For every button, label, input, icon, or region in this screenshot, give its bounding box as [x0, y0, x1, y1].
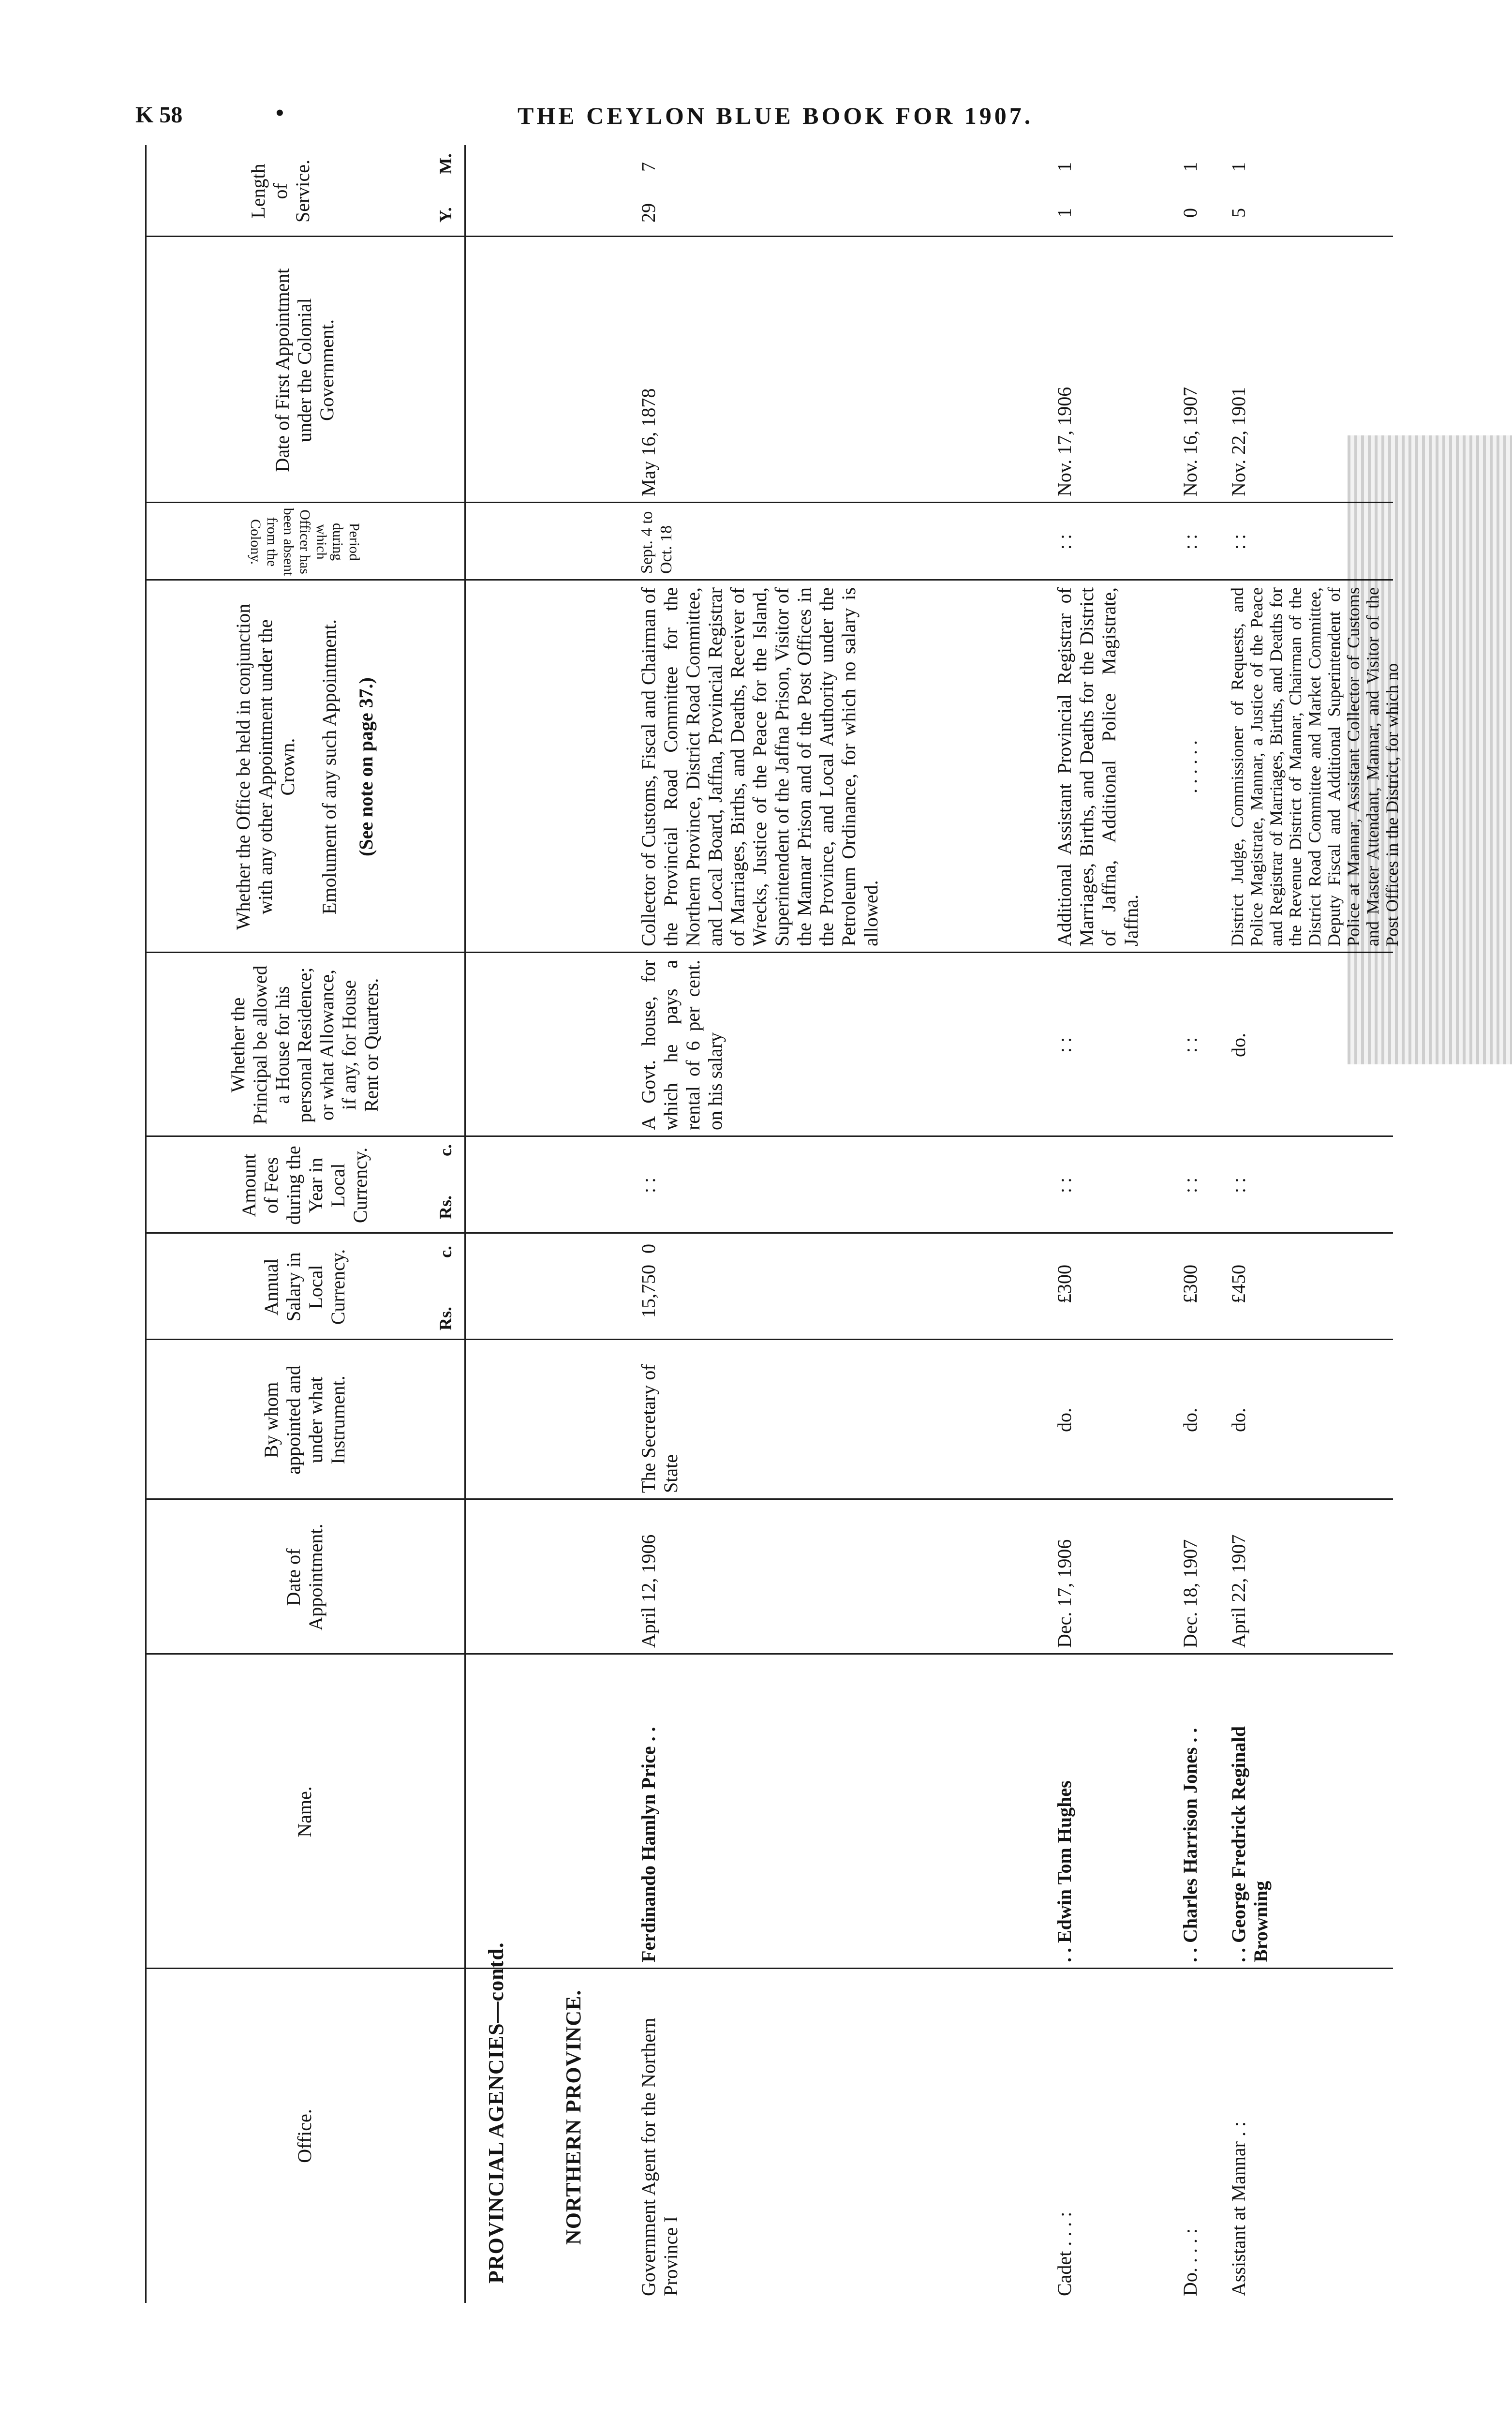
row-salary-cents: 0	[637, 1244, 659, 1254]
row-by-whom: The Secretary of State	[637, 1364, 682, 1493]
row-house: : :	[1179, 1037, 1201, 1053]
header-date-of-appointment: Date of Appointment.	[282, 1523, 326, 1631]
emolument-label: Emolument of any such Appointment.	[318, 619, 340, 914]
row-first-appointment: Nov. 22, 1901	[1228, 387, 1249, 496]
row-name: . . George Fredrick Reginald Browning	[1228, 1726, 1272, 1962]
row-months: 1	[1053, 162, 1075, 172]
row-date: Dec. 17, 1906	[1053, 1539, 1075, 1648]
row-conjunction: . . . . . .	[1179, 740, 1201, 793]
section-provincial-agencies: PROVINCIAL AGENCIES—contd.	[484, 1942, 508, 2284]
row-conjunction: District Judge, Commissioner of Requests, and Police Magistrate, Mannar, a Justice of the Peace and Registrar of Marriages, Births, and Deaths for the Revenue District of Mannar, Chairman of the District Road Committee and Market Committee, Deputy Fiscal and Additional Superintendent of Police at Mannar, Assistant Collector of Customs and Master Attendant, Mannar, and Visitor of the Post Offices in the District, for which no	[1228, 587, 1402, 946]
row-by-whom: do.	[1228, 1408, 1249, 1432]
row-office: Government Agent for the Northern Province I	[637, 2017, 682, 2296]
page-folio: K 58	[135, 102, 183, 128]
row-by-whom: do.	[1053, 1408, 1075, 1432]
row-name: . . Edwin Tom Hughes	[1053, 1780, 1075, 1962]
section-northern-province: NORTHERN PROVINCE.	[562, 1989, 585, 2245]
see-note-label: (See note on page 37.)	[355, 677, 377, 856]
running-title: THE CEYLON BLUE BOOK FOR 1907.	[518, 102, 1034, 129]
row-fees: : :	[637, 1177, 659, 1194]
row-salary: £300	[1053, 1265, 1075, 1303]
row-house: : :	[1053, 1037, 1075, 1053]
row-salary: 15,750	[637, 1265, 659, 1318]
header-conjunction	[145, 581, 464, 953]
row-years: 0	[1179, 208, 1201, 218]
row-years: 29	[637, 203, 659, 223]
row-years: 5	[1228, 208, 1249, 218]
row-fees: : :	[1228, 1177, 1249, 1194]
row-first-appointment: Nov. 17, 1906	[1053, 387, 1075, 496]
row-first-appointment: Nov. 16, 1907	[1179, 387, 1201, 496]
row-months: 1	[1228, 162, 1249, 172]
row-office: Do. . . . :	[1179, 2228, 1201, 2296]
row-name: . . Charles Harrison Jones . .	[1179, 1728, 1201, 1962]
appointments-table	[145, 145, 1402, 2303]
header-bottom-rule	[464, 145, 466, 2303]
row-first-appointment: May 16, 1878	[637, 388, 659, 496]
row-house: do.	[1228, 1033, 1249, 1057]
digitized-watermark	[919, 2414, 1499, 2419]
salary-rs-label: Rs.	[436, 1306, 455, 1330]
header-office: Office.	[294, 2109, 315, 2163]
row-absent: : :	[1228, 534, 1249, 550]
fees-c-label: c.	[436, 1144, 455, 1156]
fees-rs-label: Rs.	[436, 1195, 455, 1219]
header-length-of-service: Length of Service.	[247, 160, 313, 223]
row-office: Assistant at Mannar . :	[1228, 2121, 1249, 2296]
row-conjunction: Additional Assistant Provincial Registrar of Marriages, Births, and Deaths for the District of Jaffna, Additional Police Magistrate, Jaffna.	[1053, 587, 1142, 946]
table-row	[1175, 145, 1219, 2303]
header-first-appointment: Date of First Appointment under the Colonial Government.	[271, 268, 338, 472]
header-name: Name.	[294, 1786, 315, 1837]
row-absent: Sept. 4 to Oct. 18	[638, 511, 675, 574]
row-fees: : :	[1179, 1177, 1201, 1194]
row-months: 1	[1179, 162, 1201, 172]
row-salary: £450	[1228, 1265, 1249, 1303]
row-by-whom: do.	[1179, 1408, 1201, 1432]
row-date: April 12, 1906	[637, 1534, 659, 1648]
table-row	[634, 145, 972, 2303]
header-fees: Amount of Fees during the Year in Local Currency.	[238, 1146, 371, 1225]
header-absent: Period during which Officer has been absent from the Colony.	[248, 508, 362, 576]
scan-smudge	[1348, 435, 1512, 1064]
row-months: 7	[637, 162, 659, 172]
row-absent: : :	[1179, 534, 1201, 550]
table-row	[1050, 145, 1166, 2303]
service-m-label: M.	[436, 153, 455, 174]
row-date: April 22, 1907	[1228, 1534, 1249, 1648]
header-house: Whether the Principal be allowed a House for his personal Residence; or what Allowance, if any, for House Rent or Quarters.	[227, 965, 382, 1125]
row-house: A Govt. house, for which he pays a rental of 6 per cent. on his salary	[637, 960, 726, 1130]
header-annual-salary: Annual Salary in Local Currency.	[260, 1249, 349, 1325]
row-years: 1	[1053, 208, 1075, 218]
row-fees: : :	[1053, 1177, 1075, 1194]
conjunction-label: Whether the Office be held in conjunction with any other Appointment under the Crown.	[232, 603, 298, 930]
service-y-label: Y.	[436, 207, 455, 223]
row-name: Ferdinando Hamlyn Price . .	[637, 1727, 659, 1962]
row-salary: £300	[1179, 1265, 1201, 1303]
header-by-whom: By whom appointed and under what Instrument.	[260, 1365, 349, 1475]
row-conjunction: Collector of Customs, Fiscal and Chairman of the Provincial Road Committee for the Northern Province, District Road Committee, and Local Board, Jaffna, Provincial Registrar of Marriages, Births, and Deaths, Receiver of Wrecks, Justice of the Peace for the Island, Superintendent of the Jaffna Prison, Visitor of the Mannar Prison and of the Post Offices in the Province, and Local Authority under the Petroleum Ordinance, for which no salary is allowed.	[637, 587, 882, 946]
row-absent: : :	[1053, 534, 1075, 550]
row-date: Dec. 18, 1907	[1179, 1539, 1201, 1648]
header-dot: •	[276, 100, 284, 126]
salary-c-label: c.	[436, 1246, 455, 1258]
page-header	[135, 92, 1388, 140]
row-office: Cadet . . . :	[1053, 2211, 1075, 2296]
